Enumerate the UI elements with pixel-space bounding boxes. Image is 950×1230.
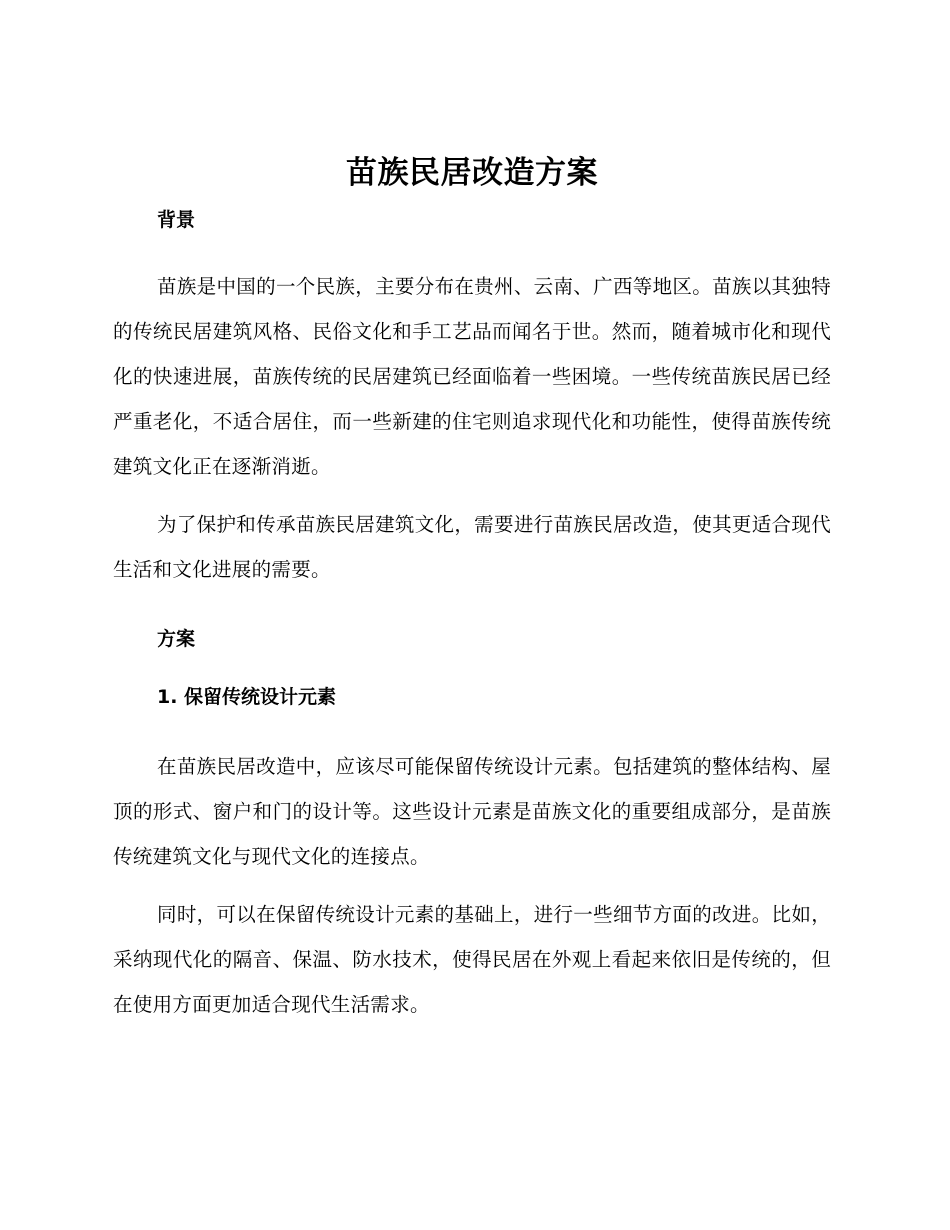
background-paragraph-1: 苗族是中国的一个民族，主要分布在贵州、云南、广西等地区。苗族以其独特的传统民居建筑风格、民俗文化和手工艺品而闻名于世。然而，随着城市化和现代化的快速进展，苗族传统的民居建筑已经面临着一些困境。一些传统苗族民居已经严重老化，不适合居住，而一些新建的住宅则追求现代化和功能性，使得苗族传统建筑文化正在逐渐消逝。 xyxy=(113,275,831,478)
plan-paragraph-1: 在苗族民居改造中，应该尽可能保留传统设计元素。包括建筑的整体结构、屋顶的形式、窗户和门的设计等。这些设计元素是苗族文化的重要组成部分，是苗族传统建筑文化与现代文化的连接点。 xyxy=(113,755,831,868)
background-paragraph-2: 为了保护和传承苗族民居建筑文化，需要进行苗族民居改造，使其更适合现代生活和文化进展的需要。 xyxy=(113,513,831,581)
subsection-heading-1: 1. 保留传统设计元素 xyxy=(157,686,337,708)
plan-paragraph-2: 同时，可以在保留传统设计元素的基础上，进行一些细节方面的改进。比如，采纳现代化的隔音、保温、防水技术，使得民居在外观上看起来依旧是传统的，但在使用方面更加适合现代生活需求。 xyxy=(113,903,831,1016)
document-title: 苗族民居改造方案 xyxy=(346,155,598,191)
document-body xyxy=(113,150,831,1027)
section-heading-plan: 方案 xyxy=(157,628,196,650)
section-heading-background: 背景 xyxy=(157,209,196,231)
